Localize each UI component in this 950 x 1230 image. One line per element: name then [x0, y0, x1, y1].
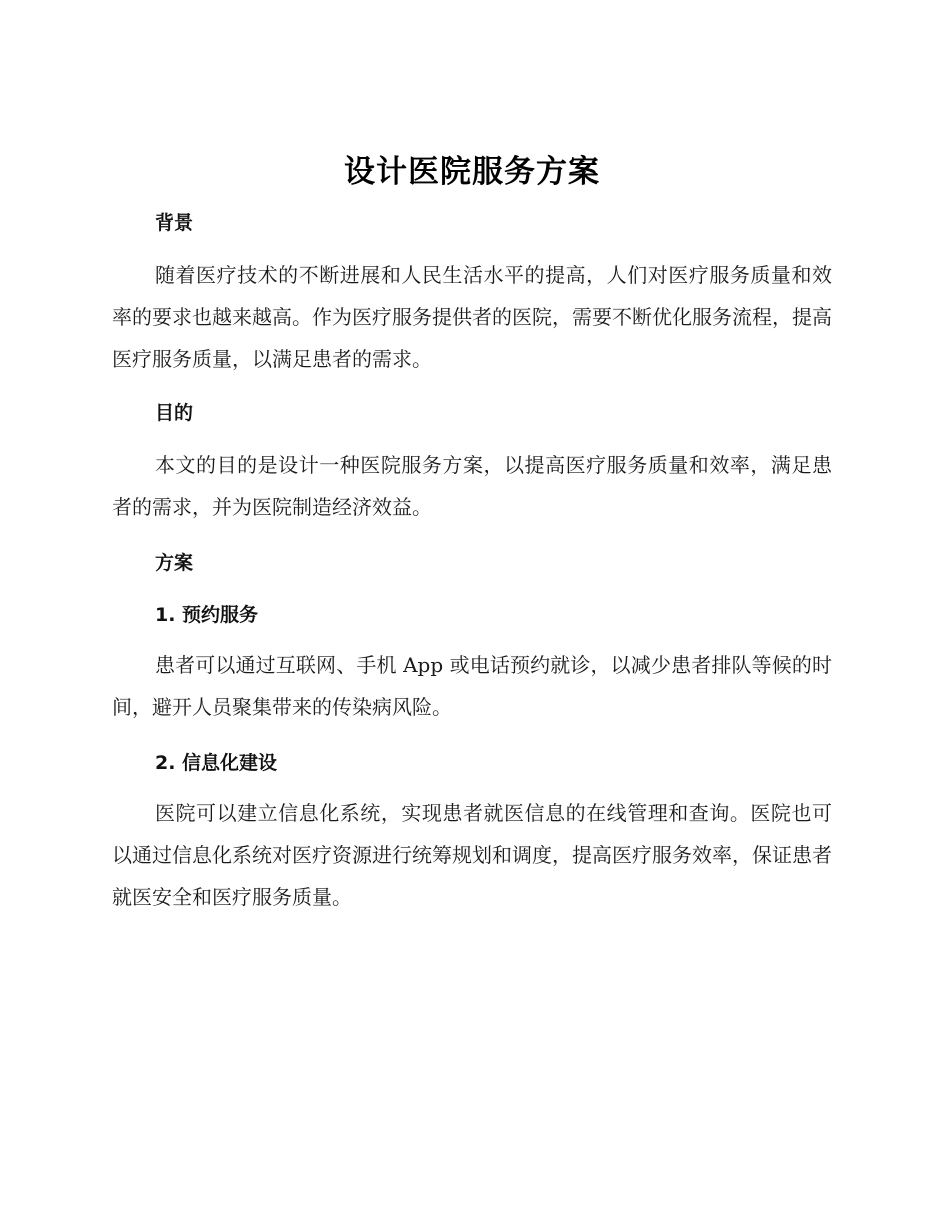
subsection-heading-informatization: 2. 信息化建设 [155, 752, 278, 774]
subsection-paragraph-informatization: 医院可以建立信息化系统，实现患者就医信息的在线管理和查询。医院也可以通过信息化系统对医疗资源进行统筹规划和调度，提高医疗服务效率，保证患者就医安全和医疗服务质量。 [112, 801, 832, 909]
section-paragraph-purpose: 本文的目的是设计一种医院服务方案，以提高医疗服务质量和效率，满足患者的需求，并为医院制造经济效益。 [112, 453, 832, 519]
subsection-heading-appointment: 1. 预约服务 [155, 604, 259, 626]
section-heading-purpose: 目的 [155, 402, 194, 424]
section-paragraph-background: 随着医疗技术的不断进展和人民生活水平的提高，人们对医疗服务质量和效率的要求也越来越高。作为医疗服务提供者的医院，需要不断优化服务流程，提高医疗服务质量，以满足患者的需求。 [112, 263, 832, 371]
document-body [112, 150, 832, 918]
section-heading-plan: 方案 [155, 552, 194, 574]
page-title: 设计医院服务方案 [344, 154, 600, 190]
subsection-paragraph-appointment: 患者可以通过互联网、手机 App 或电话预约就诊，以减少患者排队等候的时间，避开人员聚集带来的传染病风险。 [112, 653, 832, 719]
section-heading-background: 背景 [155, 212, 194, 234]
